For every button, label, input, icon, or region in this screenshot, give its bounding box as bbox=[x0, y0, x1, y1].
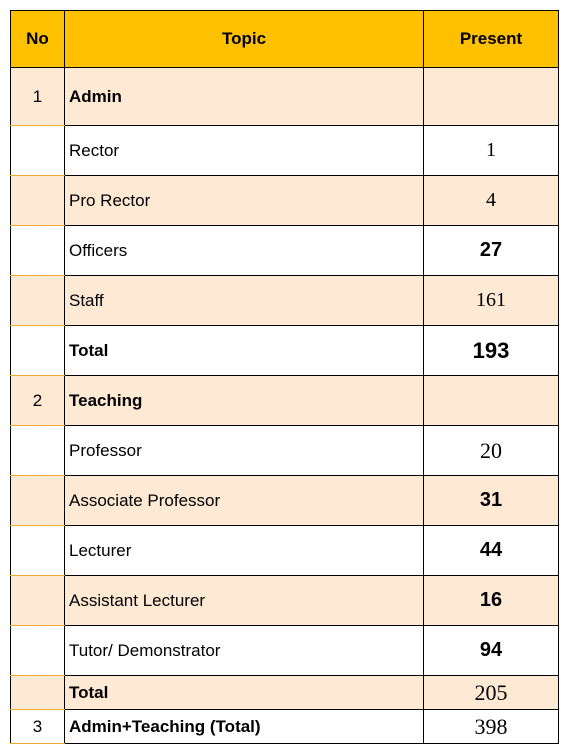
row-no bbox=[11, 526, 65, 576]
table-row bbox=[11, 626, 559, 676]
table-row bbox=[11, 176, 559, 226]
table-row-admin-total bbox=[11, 326, 559, 376]
header-topic: Topic bbox=[65, 11, 424, 68]
row-topic: Associate Professor bbox=[65, 476, 424, 526]
row-topic: Teaching bbox=[65, 376, 424, 426]
table-row-admin-section bbox=[11, 68, 559, 126]
row-no bbox=[11, 326, 65, 376]
row-present: 16 bbox=[424, 576, 559, 626]
row-present: 1 bbox=[424, 126, 559, 176]
table-row bbox=[11, 576, 559, 626]
table-row-grand-total bbox=[11, 710, 559, 744]
table-row bbox=[11, 476, 559, 526]
row-no bbox=[11, 626, 65, 676]
row-present: 161 bbox=[424, 276, 559, 326]
table-row bbox=[11, 526, 559, 576]
row-present: 31 bbox=[424, 476, 559, 526]
row-no bbox=[11, 176, 65, 226]
row-topic: Staff bbox=[65, 276, 424, 326]
row-no bbox=[11, 276, 65, 326]
row-present: 4 bbox=[424, 176, 559, 226]
row-present: 94 bbox=[424, 626, 559, 676]
row-topic: Officers bbox=[65, 226, 424, 276]
header-row bbox=[11, 11, 559, 68]
row-present: 193 bbox=[424, 326, 559, 376]
row-no bbox=[11, 226, 65, 276]
row-no: 3 bbox=[11, 710, 65, 744]
row-present: 27 bbox=[424, 226, 559, 276]
row-topic: Admin bbox=[65, 68, 424, 126]
table-row-teaching-section bbox=[11, 376, 559, 426]
row-no: 1 bbox=[11, 68, 65, 126]
row-present: 20 bbox=[424, 426, 559, 476]
table-row bbox=[11, 276, 559, 326]
row-no: 2 bbox=[11, 376, 65, 426]
row-topic: Pro Rector bbox=[65, 176, 424, 226]
table-row bbox=[11, 226, 559, 276]
row-present bbox=[424, 68, 559, 126]
row-no bbox=[11, 576, 65, 626]
table-row bbox=[11, 126, 559, 176]
row-present bbox=[424, 376, 559, 426]
row-no bbox=[11, 126, 65, 176]
staff-count-table bbox=[10, 10, 559, 744]
table-row bbox=[11, 426, 559, 476]
row-present: 205 bbox=[424, 676, 559, 710]
row-topic: Lecturer bbox=[65, 526, 424, 576]
row-present: 398 bbox=[424, 710, 559, 744]
table-row-teaching-total bbox=[11, 676, 559, 710]
row-no bbox=[11, 426, 65, 476]
row-topic: Admin+Teaching (Total) bbox=[65, 710, 424, 744]
row-no bbox=[11, 676, 65, 710]
row-topic: Total bbox=[65, 326, 424, 376]
header-no: No bbox=[11, 11, 65, 68]
header-present: Present bbox=[424, 11, 559, 68]
row-topic: Assistant Lecturer bbox=[65, 576, 424, 626]
row-no bbox=[11, 476, 65, 526]
row-present: 44 bbox=[424, 526, 559, 576]
row-topic: Professor bbox=[65, 426, 424, 476]
row-topic: Total bbox=[65, 676, 424, 710]
row-topic: Tutor/ Demonstrator bbox=[65, 626, 424, 676]
row-topic: Rector bbox=[65, 126, 424, 176]
